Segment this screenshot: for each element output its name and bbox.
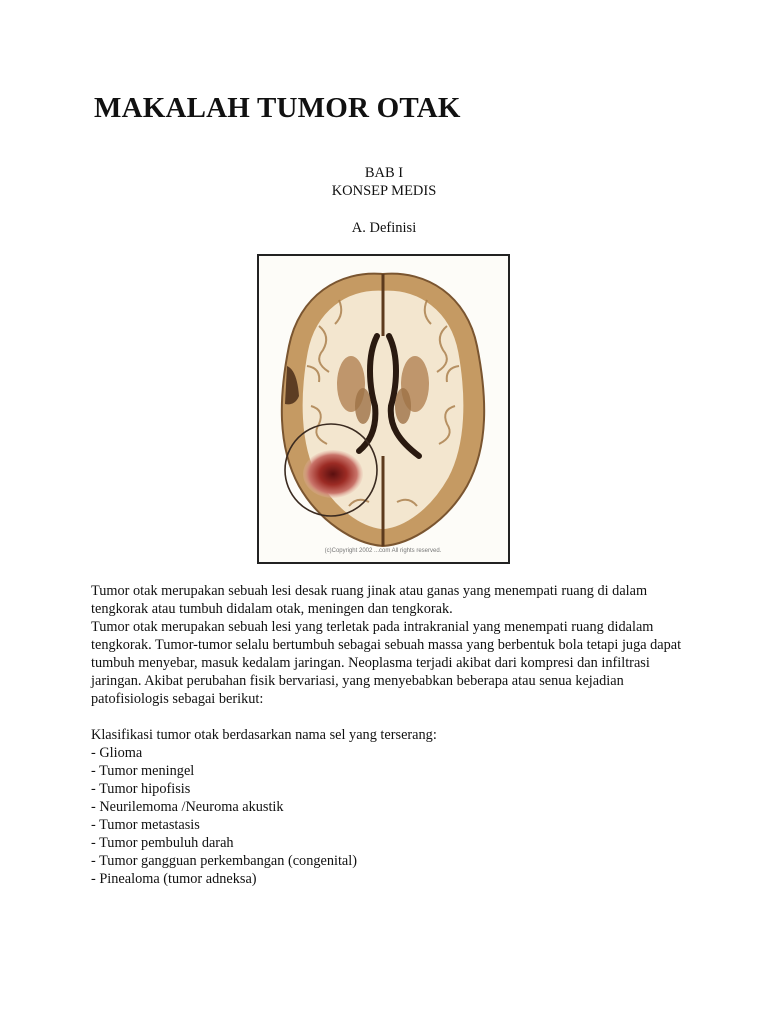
paragraph: Tumor otak merupakan sebuah lesi yang terletak pada intrakranial yang menempati ruang didalam tengkorak. Tumor-tumor selalu bertumbuh sebagai sebuah massa yang berbentuk bola tetapi juga dapat tumbuh menyebar, masuk kedalam jaringan. Neoplasma terjadi akibat dari kompresi dan infiltrasi jaringan. Akibat perubahan fisik bervariasi, yang menyebabkan beberapa atau senua kejadian patofisiologis sebagai berikut: <box>91 619 682 707</box>
classification-intro: Klasifikasi tumor otak berdasarkan nama sel yang terserang: <box>91 727 437 743</box>
classification-list <box>91 744 691 888</box>
chapter-title: KONSEP MEDIS <box>331 183 437 199</box>
list-item: - Tumor meningel <box>91 763 195 779</box>
image-caption: (c)Copyright 2002 ...com All rights reserved. <box>324 548 442 554</box>
section-heading: A. Definisi <box>351 220 417 236</box>
tumor-lesion <box>303 450 363 498</box>
body-content <box>91 582 691 888</box>
list-item: - Pinealoma (tumor adneksa) <box>91 871 257 887</box>
list-item: - Tumor metastasis <box>91 817 200 833</box>
list-item: - Neurilemoma /Neuroma akustik <box>91 799 284 815</box>
list-item: - Tumor pembuluh darah <box>91 835 234 851</box>
chapter-heading: BAB I <box>364 165 404 181</box>
paragraph: Tumor otak merupakan sebuah lesi desak ruang jinak atau ganas yang menempati ruang di dalam tengkorak atau tumbuh didalam otak, meningen dan tengkorak. <box>91 583 648 617</box>
list-item: - Tumor gangguan perkembangan (congenital) <box>91 853 358 869</box>
brain-tumor-image <box>257 254 510 564</box>
list-item: - Tumor hipofisis <box>91 781 191 797</box>
list-item: - Glioma <box>91 745 143 761</box>
brain-illustration <box>259 256 508 562</box>
document-title: MAKALAH TUMOR OTAK <box>94 92 461 124</box>
